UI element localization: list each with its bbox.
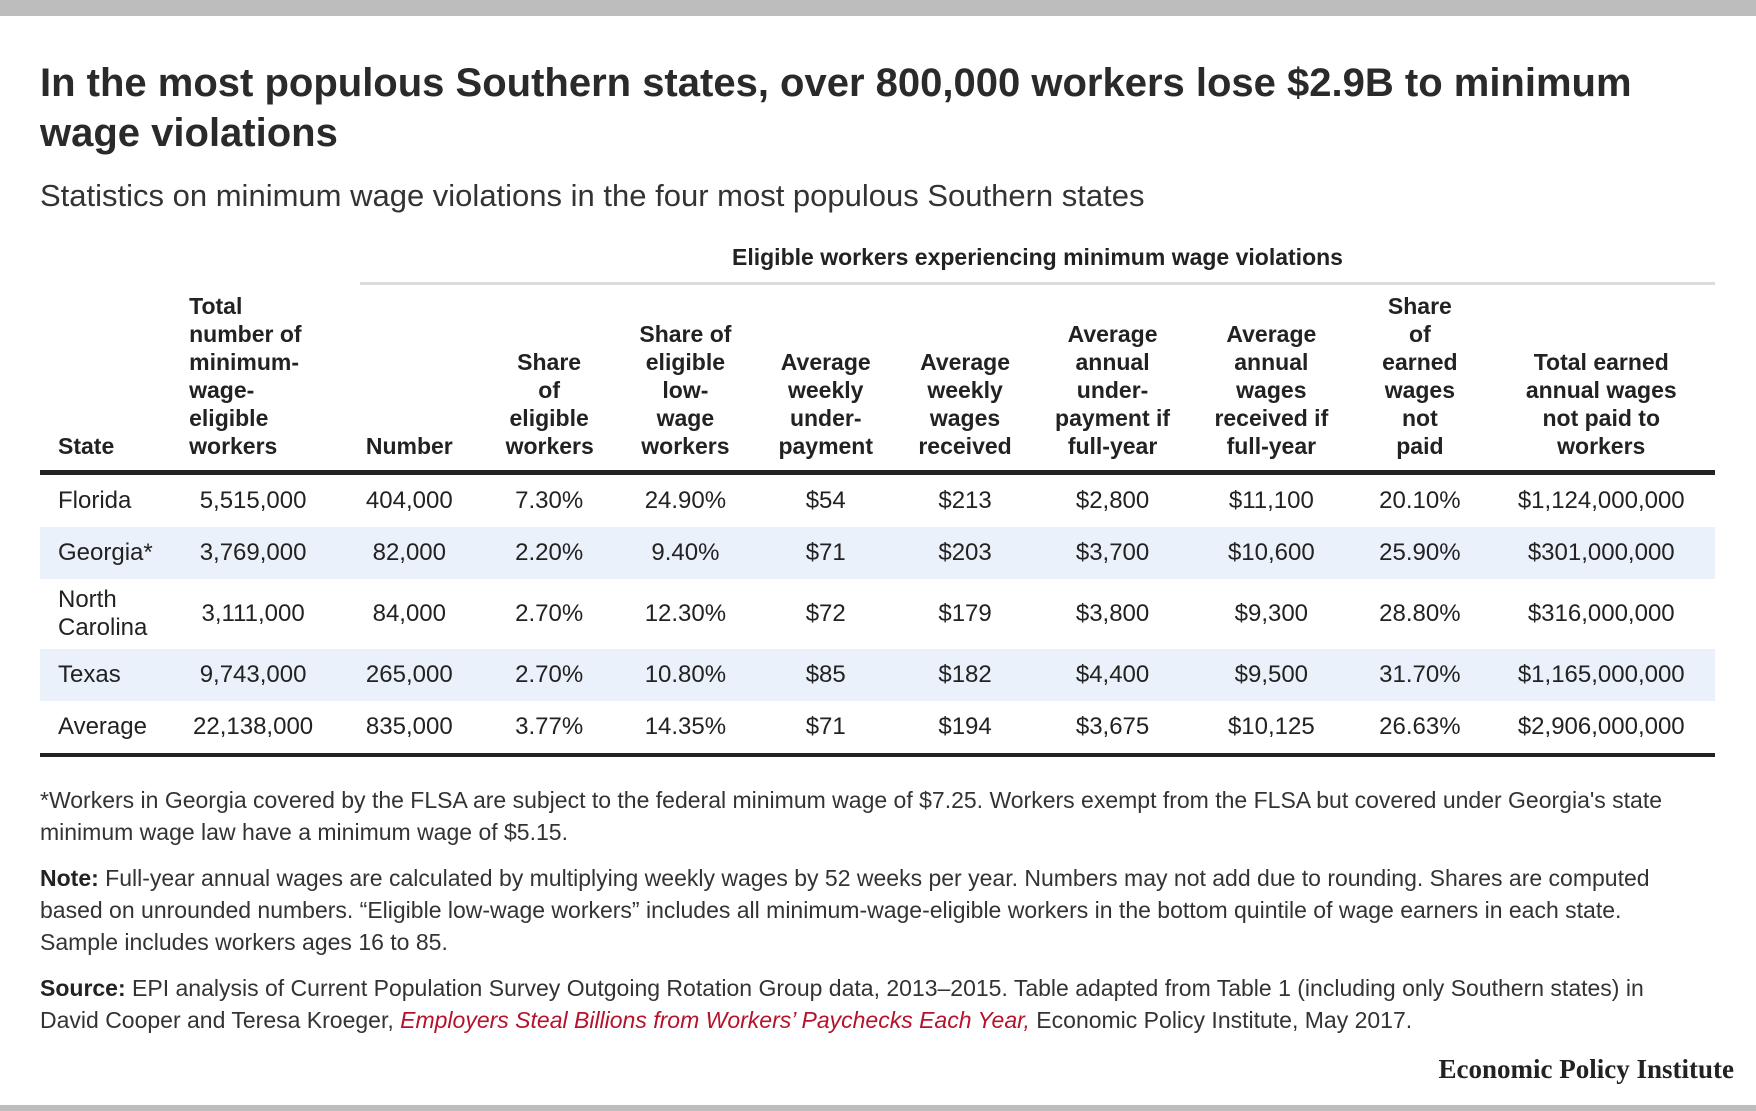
cell-share-eligible: 7.30%	[515, 487, 584, 514]
cell-total-not-paid: $301,000,000	[1487, 527, 1715, 579]
cell-state: Georgia*	[40, 527, 171, 579]
cell-weekly-wages: $182	[895, 649, 1034, 701]
cell-annual-wages: $9,500	[1190, 649, 1352, 701]
column-header: Share of eligible low-wage workers	[615, 288, 756, 473]
cell-weekly-underpayment: $71	[756, 527, 895, 579]
note-label: Note:	[40, 865, 99, 891]
publisher-logo: Economic Policy Institute	[1438, 1054, 1734, 1084]
cell-share-not-paid: 28.80%	[1379, 600, 1461, 627]
column-header: Share of earned wages not paid	[1352, 288, 1487, 473]
cell-total-not-paid: $316,000,000	[1527, 600, 1675, 627]
cell-weekly-underpayment: $85	[756, 649, 895, 701]
source-paragraph	[40, 972, 1700, 1036]
cell-share-low-wage: 24.90%	[644, 487, 727, 514]
cell-state: Texas	[40, 649, 171, 701]
cell-total-eligible: 3,111,000	[201, 600, 305, 627]
cell-state: Florida	[58, 487, 132, 514]
column-group-header: Eligible workers experiencing minimum wage violations	[732, 244, 1343, 270]
table-row-average	[40, 701, 1715, 755]
header-row	[40, 288, 1715, 473]
cell-weekly-underpayment: $71	[756, 701, 895, 755]
cell-annual-wages: $10,125	[1190, 701, 1352, 755]
cell-number: 835,000	[335, 701, 484, 755]
source-text-end: Economic Policy Institute, May 2017.	[1029, 1007, 1413, 1033]
column-header: Total number of minimum-wage-eligible workers	[171, 288, 335, 473]
cell-share-low-wage: 14.35%	[615, 701, 756, 755]
cell-annual-wages: $9,300	[1234, 600, 1309, 627]
data-table	[40, 288, 1715, 757]
column-header: Average annual under-payment if full-year	[1035, 288, 1191, 473]
cell-share-eligible: 2.70%	[484, 649, 615, 701]
source-text: EPI analysis of Current Population Survey Outgoing Rotation Group data, 2013–2015. Table adapted from Table 1 (including only Southern states) in David Cooper and Teresa Kroeger,	[40, 975, 1644, 1033]
table-row-georgia	[40, 527, 1715, 579]
column-header: Number	[335, 288, 484, 473]
source-report-link[interactable]: Employers Steal Billions from Workers’ Paychecks Each Year,	[400, 1007, 1030, 1033]
cell-total-not-paid: $2,906,000,000	[1487, 701, 1715, 755]
footnote: *Workers in Georgia covered by the FLSA are subject to the federal minimum wage of $7.25. Workers exempt from the FLSA but covered under Georgia's state minimum wage law have a minimum wage of $5.15.	[40, 787, 1663, 845]
cell-total-eligible: 22,138,000	[171, 701, 335, 755]
cell-state: North Carolina	[58, 586, 148, 641]
cell-share-eligible: 2.70%	[515, 600, 584, 627]
cell-weekly-wages: $213	[938, 487, 992, 514]
cell-share-eligible: 3.77%	[484, 701, 615, 755]
cell-number: 265,000	[335, 649, 484, 701]
cell-total-eligible: 3,769,000	[171, 527, 335, 579]
source-label: Source:	[40, 975, 126, 1001]
cell-annual-wages: $10,600	[1190, 527, 1352, 579]
cell-share-not-paid: 31.70%	[1352, 649, 1487, 701]
cell-weekly-underpayment: $72	[805, 600, 846, 627]
column-header: Average weekly under-payment	[756, 288, 895, 473]
cell-share-low-wage: 10.80%	[615, 649, 756, 701]
note-paragraph	[40, 862, 1700, 958]
cell-state: Average	[40, 701, 171, 755]
cell-share-eligible: 2.20%	[484, 527, 615, 579]
column-header: State	[40, 288, 171, 473]
cell-share-low-wage: 12.30%	[644, 600, 727, 627]
cell-share-low-wage: 9.40%	[615, 527, 756, 579]
column-group-rule	[360, 282, 1715, 285]
cell-number: 404,000	[365, 487, 453, 514]
column-header: Average annual wages received if full-year	[1190, 288, 1352, 473]
table-row-north-carolina	[40, 579, 1715, 649]
cell-weekly-wages: $203	[895, 527, 1034, 579]
cell-weekly-wages: $179	[938, 600, 992, 627]
notes-section	[40, 784, 1700, 1050]
table-row-florida	[40, 473, 1715, 528]
table-row-texas	[40, 649, 1715, 701]
cell-total-eligible: 9,743,000	[171, 649, 335, 701]
cell-share-not-paid: 20.10%	[1379, 487, 1461, 514]
cell-annual-underpayment: $3,700	[1035, 527, 1191, 579]
cell-total-not-paid: $1,165,000,000	[1487, 649, 1715, 701]
cell-total-eligible: 5,515,000	[199, 487, 307, 514]
column-header: Average weekly wages received	[895, 288, 1034, 473]
chart-title: In the most populous Southern states, over 800,000 workers lose $2.9B to minimum wage violations	[40, 61, 1632, 155]
chart-subtitle: Statistics on minimum wage violations in the four most populous Southern states	[40, 178, 1145, 213]
cell-annual-underpayment: $3,800	[1075, 600, 1150, 627]
cell-number: 84,000	[372, 600, 446, 627]
cell-number: 82,000	[335, 527, 484, 579]
cell-annual-wages: $11,100	[1228, 487, 1314, 514]
bottom-bar	[0, 1105, 1756, 1111]
cell-annual-underpayment: $2,800	[1075, 487, 1150, 514]
column-header: Total earned annual wages not paid to workers	[1487, 288, 1715, 473]
cell-weekly-underpayment: $54	[805, 487, 846, 514]
top-bar	[0, 0, 1756, 16]
cell-share-not-paid: 25.90%	[1352, 527, 1487, 579]
cell-annual-underpayment: $4,400	[1035, 649, 1191, 701]
cell-annual-underpayment: $3,675	[1035, 701, 1191, 755]
note-text: Full-year annual wages are calculated by multiplying weekly wages by 52 weeks per year. Numbers may not add due to rounding. Shares are computed based on unrounded numbers. “Eligible low-wage workers” includes all minimum-wage-eligible workers in the bottom quintile of wage earners in each state. Sample includes workers ages 16 to 85.	[40, 865, 1650, 955]
column-header: Share of eligible workers	[484, 288, 615, 473]
cell-weekly-wages: $194	[895, 701, 1034, 755]
cell-total-not-paid: $1,124,000,000	[1517, 487, 1685, 514]
cell-share-not-paid: 26.63%	[1352, 701, 1487, 755]
